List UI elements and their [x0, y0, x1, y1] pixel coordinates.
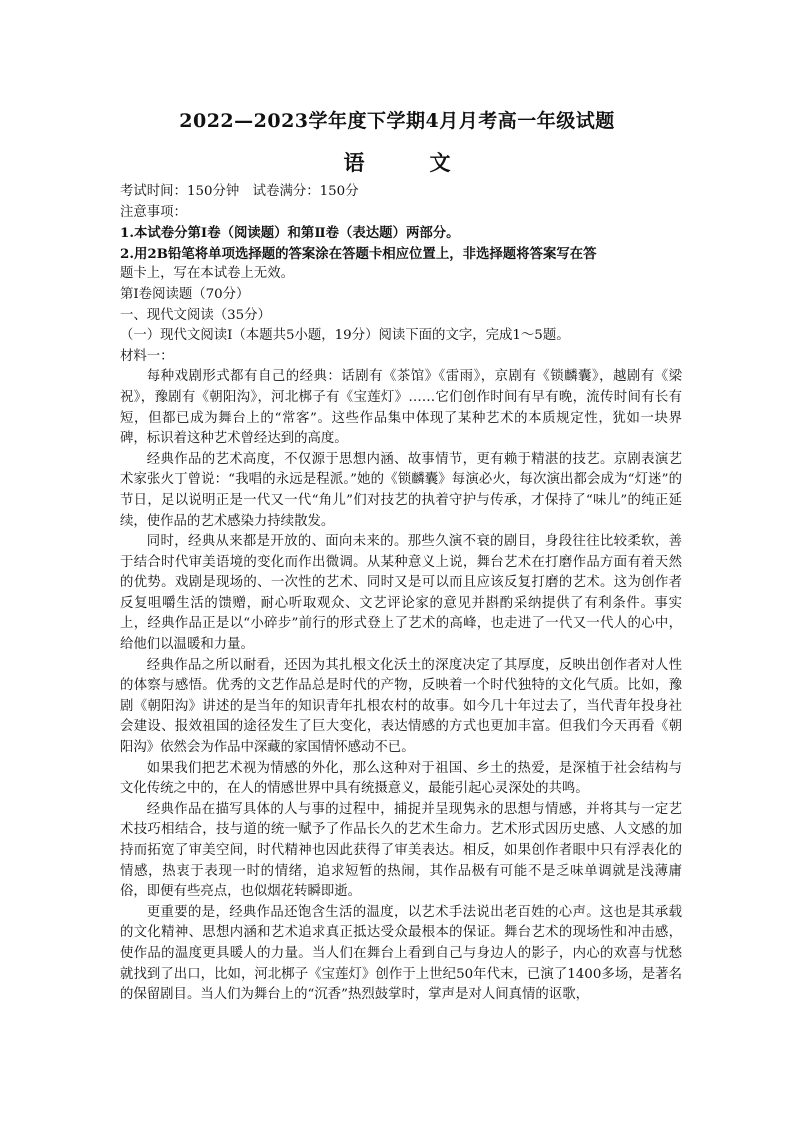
notice-item-2a: 2.用2B铅笔将单项选择题的答案涂在答题卡相应位置上，非选择题将答案写在答 [120, 245, 597, 262]
passage-paragraph: 经典作品的艺术高度，不仅源于思想内涵、故事情节，更有赖于精湛的技艺。京剧表演艺术家张火丁曾说：“我唱的永远是程派。”她的《锁麟囊》每演必火，每次演出都会成为“灯迷”的节日，足以说明正是一代又一代“角儿”们对技艺的执着守护与传承，才保持了“味儿”的纯正延续，使作品的艺术感染力持续散发。 [120, 451, 682, 529]
passage-paragraph: 更重要的是，经典作品还饱含生活的温度，以艺术手法说出老百姓的心声。这也是其承载的文化精神、思想内涵和艺术追求真正抵达受众最根本的保证。舞台艺术的现场性和冲击感，使作品的温度更具暖人的力量。当人们在舞台上看到自己与身边人的影子，内心的欢喜与忧愁就找到了出口，比如，河北梆子《宝莲灯》创作于上世纪50年代末，已演了1400多场，是著名的保留剧目。当人们为舞台上的“沉香”热烈鼓掌时，掌声是对人间真情的讴歌， [120, 904, 682, 1003]
exam-info: 考试时间：150分钟 试卷满分：150分 [120, 184, 359, 199]
passage [120, 367, 682, 1005]
passage-paragraph: 经典作品在描写具体的人与事的过程中，捕捉并呈现隽永的思想与情感，并将其与一定艺术技巧相结合，技与道的统一赋予了作品长久的艺术生命力。艺术形式因历史感、人文感的加持而拓宽了审美空间，时代精神也因此获得了审美表达。相反，如果创作者眼中只有浮表化的情感，热衷于表现一时的情绪，追求短暂的热闹，其作品极有可能不是乏味单调就是浅薄庸俗，即便有些亮点，也似烟花转瞬即逝。 [120, 801, 682, 900]
passage-paragraph: 经典作品之所以耐看，还因为其扎根文化沃土的深度决定了其厚度，反映出创作者对人性的体察与感悟。优秀的文艺作品总是时代的产物，反映着一个时代独特的文化气质。比如，豫剧《朝阳沟》讲述的是当年的知识青年扎根农村的故事。如今几十年过去了，当代青年投身社会建设、报效祖国的途径发生了巨大变化，表达情感的方式也更加丰富。但我们今天再看《朝阳沟》依然会为作品中深藏的家国情怀感动不已。 [120, 657, 682, 756]
subject-title: 语 文 [343, 150, 473, 175]
page-title: 2022—2023学年度下学期4月月考高一年级试题 [179, 110, 615, 132]
section-heading: 一、现代文阅读（35分） [120, 307, 271, 323]
part-heading: 第Ⅰ卷阅读题（70分） [120, 286, 250, 302]
material-label: 材料一： [120, 348, 174, 364]
notice-item-1: 1.本试卷分第Ⅰ卷（阅读题）和第Ⅱ卷（表达题）两部分。 [120, 225, 460, 242]
notice-item-2b: 题卡上，写在本试卷上无效。 [120, 266, 295, 282]
exam-content [120, 182, 682, 1006]
passage-paragraph: 如果我们把艺术视为情感的外化，那么这种对于祖国、乡土的热爱，是深植于社会结构与文化传统之中的，在人的情感世界中具有统摄意义，最能引起心灵深处的共鸣。 [120, 760, 682, 797]
subsection-heading: （一）现代文阅读Ⅰ（本题共5小题，19分）阅读下面的文字，完成1～5题。 [120, 328, 570, 344]
notice-heading: 注意事项： [120, 204, 187, 220]
passage-paragraph: 同时，经典从来都是开放的、面向未来的。那些久演不衰的剧目，身段往往比较柔软，善于结合时代审美语境的变化而作出微调。从某种意义上说，舞台艺术在打磨作品方面有着天然的优势。戏剧是现场的、一次性的艺术、同时又是可以而且应该反复打磨的艺术。这为创作者反复咀嚼生活的馈赠，耐心听取观众、文艺评论家的意见并斟酌采纳提供了有利条件。事实上，经典作品正是以“小碎步”前行的形式登上了艺术的高峰，也走进了一代又一代人的心中，给他们以温暖和力量。 [120, 534, 682, 653]
passage-paragraph: 每种戏剧形式都有自己的经典：话剧有《茶馆》《雷雨》，京剧有《锁麟囊》，越剧有《梁祝》，豫剧有《朝阳沟》，河北梆子有《宝莲灯》……它们创作时间有早有晚，流传时间有长有短，但都已成为舞台上的“常客”。这些作品集中体现了某种艺术的本质规定性，犹如一块界碑，标识着这种艺术曾经达到的高度。 [120, 369, 682, 447]
